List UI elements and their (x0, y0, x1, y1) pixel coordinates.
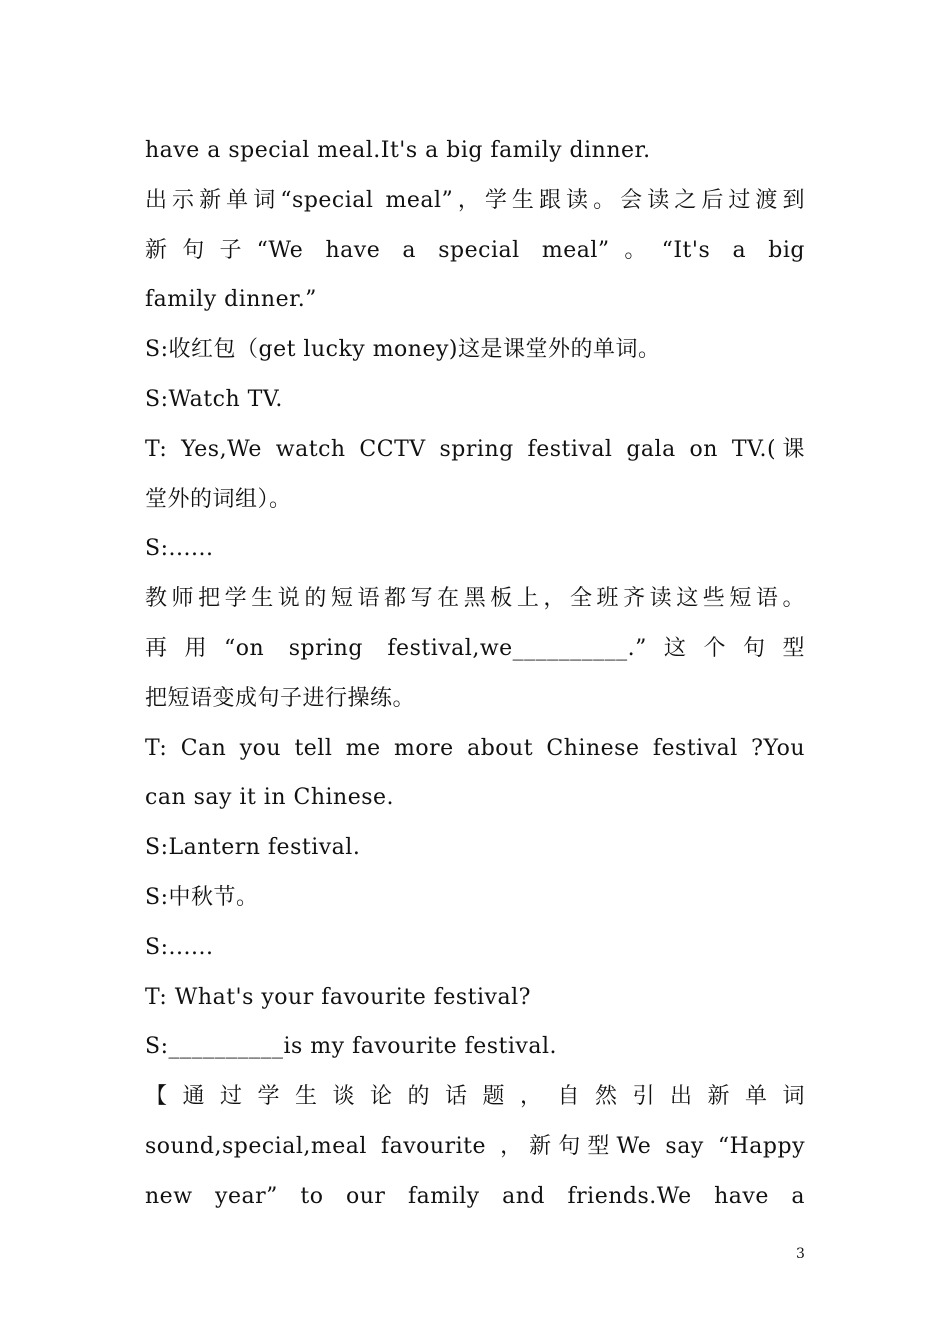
text-line-15: S:Lantern festival. (145, 835, 361, 861)
text-line-10: 教师把学生说的短语都写在黑板上，全班齐读这些短语。 (145, 586, 805, 612)
text-line-7: T: Yes,We watch CCTV spring festival gala on TV.(课 (145, 436, 805, 462)
text-line-1: have a special meal.It's a big family dinner. (145, 138, 651, 163)
text-line-19: S:__________is my favourite festival. (145, 1034, 557, 1060)
text-line-22: new year” to our family and friends.We have a (145, 1183, 805, 1209)
document-body (145, 126, 805, 1222)
text-line-14: can say it in Chinese. (145, 785, 395, 811)
text-line-17: S:...... (145, 934, 214, 960)
text-line-20: 【通过学生谈论的话题，自然引出新单词 (145, 1084, 805, 1110)
text-line-8: 堂外的词组）。 (145, 486, 292, 512)
text-line-5: S:收红包（get lucky money)这是课堂外的单词。 (145, 337, 661, 363)
text-line-6: S:Watch TV. (145, 386, 283, 412)
text-line-9: S:...... (145, 536, 214, 562)
text-line-16: S:中秋节。 (145, 884, 259, 910)
text-line-13: T: Can you tell me more about Chinese festival ?You (145, 735, 805, 761)
page-number: 3 (796, 1246, 805, 1262)
text-line-2: 出示新单词“special meal”，学生跟读。会读之后过渡到 (145, 187, 805, 213)
text-line-18: T: What's your favourite festival? (145, 984, 531, 1010)
text-line-12: 把短语变成句子进行操练。 (145, 685, 416, 711)
text-line-3: 新句子“We have a special meal”。“It's a big (145, 237, 805, 263)
text-line-11: 再用“on spring festival,we__________.”这个句型 (145, 635, 805, 661)
text-line-21: sound,special,meal favourite ，新句型We say “Happy (145, 1133, 805, 1159)
text-line-4: family dinner.” (145, 287, 317, 313)
